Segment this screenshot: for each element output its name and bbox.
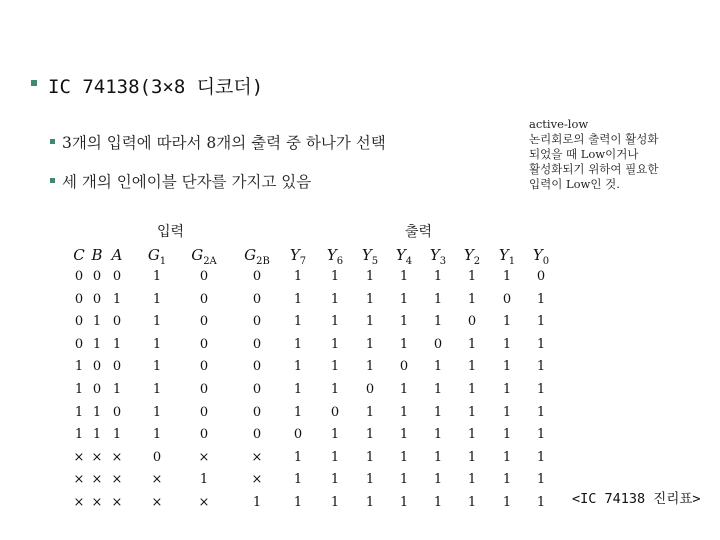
table-cell: 1 (399, 269, 409, 284)
table-cell: 1 (112, 427, 122, 442)
table-cell: 1 (467, 495, 477, 510)
table-cell: 1 (330, 314, 340, 329)
table-cell: 1 (112, 382, 122, 397)
table-cell: 1 (365, 472, 375, 487)
table-cell: 1 (330, 292, 340, 307)
table-cell: 1 (433, 450, 443, 465)
table-cell: × (73, 472, 85, 487)
table-cell: 0 (467, 314, 477, 329)
column-header-subscript: 2 (473, 256, 481, 267)
column-header (148, 246, 166, 267)
table-cell: 0 (252, 359, 262, 374)
table-cell: 1 (399, 314, 409, 329)
table-cell: 0 (92, 292, 102, 307)
table-cell: 1 (112, 292, 122, 307)
column-header (112, 246, 123, 264)
column-header-name: G (191, 246, 204, 264)
column-header (191, 246, 217, 267)
table-cell: 0 (252, 269, 262, 284)
column-header-subscript: 4 (405, 256, 413, 267)
table-cell: 0 (199, 382, 209, 397)
table-cell: 1 (293, 450, 303, 465)
table-cell: 1 (399, 292, 409, 307)
table-cell: × (111, 472, 123, 487)
table-cell: 1 (502, 427, 512, 442)
table-cell: 1 (536, 382, 546, 397)
column-header-subscript: 6 (336, 256, 344, 267)
table-cell: 1 (399, 495, 409, 510)
table-cell: 0 (330, 405, 340, 420)
table-cell: 1 (365, 314, 375, 329)
table-cell: × (91, 495, 103, 510)
table-cell: × (91, 472, 103, 487)
table-cell: × (251, 450, 263, 465)
note-line: 논리회로의 출력이 활성화 (529, 132, 659, 146)
table-cell: 1 (536, 472, 546, 487)
table-cell: × (251, 472, 263, 487)
table-cell: 0 (199, 314, 209, 329)
table-cell: 1 (433, 314, 443, 329)
table-cell: 0 (74, 337, 84, 352)
table-cell: 1 (433, 495, 443, 510)
table-cell: 1 (536, 337, 546, 352)
column-header-subscript: 0 (542, 256, 550, 267)
table-cell: 1 (399, 427, 409, 442)
table-cell: 1 (502, 472, 512, 487)
table-cell: 1 (293, 337, 303, 352)
table-cell: 1 (433, 427, 443, 442)
table-cell: 1 (536, 292, 546, 307)
table-cell: 1 (293, 292, 303, 307)
column-header-name: Y (326, 246, 337, 264)
table-cell: 1 (330, 450, 340, 465)
bullet-marker-1 (50, 139, 55, 144)
table-cell: 1 (502, 359, 512, 374)
table-cell: 0 (92, 269, 102, 284)
table-cell: 1 (467, 269, 477, 284)
table-cell: 1 (152, 359, 162, 374)
table-cell: 0 (152, 450, 162, 465)
table-cell: 1 (152, 405, 162, 420)
table-cell: 0 (199, 359, 209, 374)
table-cell: 0 (399, 359, 409, 374)
table-cell: 1 (293, 359, 303, 374)
note-line: 입력이 Low인 것. (529, 177, 620, 191)
table-cell: 1 (536, 427, 546, 442)
table-cell: 1 (467, 382, 477, 397)
table-cell: 0 (199, 292, 209, 307)
active-low-note (529, 117, 709, 192)
table-cell: 1 (536, 359, 546, 374)
table-cell: 1 (502, 314, 512, 329)
table-cell: 1 (467, 359, 477, 374)
table-cell: 1 (502, 495, 512, 510)
column-header (533, 246, 549, 267)
table-cell: × (111, 450, 123, 465)
table-cell: 1 (536, 495, 546, 510)
table-caption: <IC 74138 진리표> (572, 491, 701, 507)
column-header-name: C (73, 246, 85, 264)
table-cell: 0 (433, 337, 443, 352)
table-cell: × (151, 472, 163, 487)
table-cell: 1 (152, 427, 162, 442)
column-header-subscript: 1 (159, 256, 167, 267)
table-cell: 1 (365, 427, 375, 442)
input-group-label: 입력 (157, 224, 185, 240)
table-cell: 1 (399, 337, 409, 352)
table-cell: 1 (92, 314, 102, 329)
table-cell: 0 (252, 405, 262, 420)
table-cell: 0 (252, 292, 262, 307)
column-header-name: B (91, 246, 103, 264)
bullet-marker-2 (50, 178, 55, 183)
table-cell: × (91, 450, 103, 465)
table-cell: 1 (502, 269, 512, 284)
table-cell: × (73, 495, 85, 510)
column-header (91, 246, 102, 264)
table-cell: 1 (252, 495, 262, 510)
table-cell: 1 (293, 314, 303, 329)
table-cell: 1 (74, 427, 84, 442)
table-cell: 0 (199, 337, 209, 352)
column-header (362, 246, 378, 267)
column-header-name: Y (361, 246, 372, 264)
table-cell: 0 (92, 382, 102, 397)
table-cell: 0 (199, 269, 209, 284)
column-header-subscript: 3 (439, 256, 447, 267)
table-cell: 1 (152, 337, 162, 352)
table-cell: 1 (199, 472, 209, 487)
table-cell: 1 (330, 427, 340, 442)
table-cell: 1 (330, 495, 340, 510)
table-cell: 1 (365, 269, 375, 284)
column-header-subscript: 5 (371, 256, 379, 267)
table-cell: × (151, 495, 163, 510)
table-cell: 1 (74, 382, 84, 397)
table-cell: 0 (252, 314, 262, 329)
note-line: 되었을 때 Low이거나 (529, 147, 639, 161)
table-cell: 1 (74, 405, 84, 420)
table-cell: 1 (536, 314, 546, 329)
table-cell: 1 (467, 405, 477, 420)
table-cell: 1 (365, 450, 375, 465)
table-cell: 1 (74, 359, 84, 374)
table-cell: 1 (365, 337, 375, 352)
column-header (464, 246, 480, 267)
column-header-subscript: 1 (508, 256, 516, 267)
table-cell: × (73, 450, 85, 465)
table-cell: 1 (152, 269, 162, 284)
table-cell: 1 (330, 337, 340, 352)
column-header-name: Y (463, 246, 474, 264)
table-cell: 1 (467, 472, 477, 487)
table-cell: 1 (502, 382, 512, 397)
table-cell: 1 (293, 495, 303, 510)
table-cell: 1 (467, 337, 477, 352)
table-cell: 0 (252, 382, 262, 397)
table-cell: 1 (112, 337, 122, 352)
table-cell: 1 (365, 405, 375, 420)
table-cell: 1 (433, 359, 443, 374)
table-cell: 0 (293, 427, 303, 442)
column-header (73, 246, 84, 264)
column-header-name: G (244, 246, 257, 264)
table-cell: 1 (433, 269, 443, 284)
table-cell: 1 (536, 405, 546, 420)
table-cell: 1 (433, 292, 443, 307)
table-cell: 1 (399, 405, 409, 420)
table-cell: 1 (152, 314, 162, 329)
column-header (396, 246, 412, 267)
table-cell: 1 (92, 427, 102, 442)
column-header-subscript: 2B (256, 256, 270, 267)
table-cell: 1 (433, 382, 443, 397)
table-cell: 1 (365, 359, 375, 374)
column-header (327, 246, 343, 267)
table-cell: 0 (365, 382, 375, 397)
table-cell: 0 (199, 405, 209, 420)
column-header (430, 246, 446, 267)
table-cell: 1 (467, 427, 477, 442)
column-header (290, 246, 306, 267)
table-cell: 0 (536, 269, 546, 284)
table-cell: 1 (92, 405, 102, 420)
table-cell: 0 (92, 359, 102, 374)
table-cell: 0 (74, 269, 84, 284)
column-header-name: A (111, 246, 123, 264)
column-header-name: Y (498, 246, 509, 264)
column-header-name: Y (532, 246, 543, 264)
bullet-text-1: 3개의 입력에 따라서 8개의 출력 중 하나가 선택 (62, 134, 386, 152)
table-cell: 1 (502, 337, 512, 352)
table-cell: 1 (365, 495, 375, 510)
table-cell: 0 (112, 314, 122, 329)
table-cell: 1 (502, 450, 512, 465)
table-cell: 1 (92, 337, 102, 352)
table-cell: × (111, 495, 123, 510)
table-cell: 1 (330, 382, 340, 397)
table-cell: 0 (252, 337, 262, 352)
column-header (499, 246, 515, 267)
column-header-name: G (147, 246, 160, 264)
table-cell: 1 (293, 269, 303, 284)
table-cell: 0 (112, 405, 122, 420)
table-cell: 1 (433, 405, 443, 420)
table-cell: 1 (330, 359, 340, 374)
table-cell: 1 (399, 382, 409, 397)
table-cell: 1 (152, 382, 162, 397)
table-cell: 0 (112, 359, 122, 374)
table-cell: 1 (330, 472, 340, 487)
table-cell: 0 (199, 427, 209, 442)
column-header-name: Y (395, 246, 406, 264)
table-cell: 1 (293, 382, 303, 397)
table-cell: 1 (293, 472, 303, 487)
column-header (244, 246, 270, 267)
table-cell: 1 (152, 292, 162, 307)
table-cell: 0 (74, 292, 84, 307)
output-group-label: 출력 (405, 224, 433, 240)
table-cell: 0 (502, 292, 512, 307)
table-cell: 1 (467, 450, 477, 465)
column-header-name: Y (289, 246, 300, 264)
table-cell: 1 (330, 269, 340, 284)
column-header-subscript: 2A (203, 256, 217, 267)
table-cell: 1 (365, 292, 375, 307)
table-cell: 1 (467, 292, 477, 307)
table-cell: 0 (252, 427, 262, 442)
note-line: 활성화되기 위하여 필요한 (529, 162, 659, 176)
table-cell: 1 (399, 450, 409, 465)
note-line: active-low (529, 117, 589, 131)
table-cell: 1 (433, 472, 443, 487)
table-cell: 1 (502, 405, 512, 420)
table-cell: × (198, 450, 210, 465)
table-cell: × (198, 495, 210, 510)
column-header-name: Y (429, 246, 440, 264)
column-header-subscript: 7 (299, 256, 307, 267)
title-bullet (31, 80, 37, 86)
table-cell: 1 (293, 405, 303, 420)
table-cell: 0 (112, 269, 122, 284)
table-cell: 0 (74, 314, 84, 329)
table-cell: 1 (399, 472, 409, 487)
bullet-text-2: 세 개의 인에이블 단자를 가지고 있음 (62, 173, 312, 191)
page-title: IC 74138(3×8 디코더) (48, 76, 264, 98)
table-cell: 1 (536, 450, 546, 465)
